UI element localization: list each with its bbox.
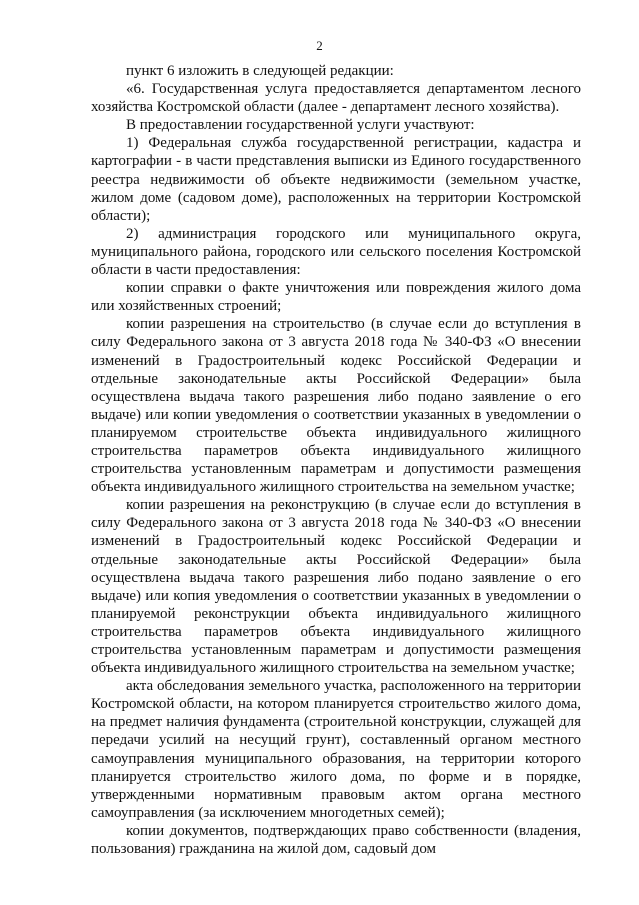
- paragraph: 2) администрация городского или муниципального округа, муниципального района, городского или сельского поселения Костромской области в части предоставления:: [91, 225, 581, 279]
- paragraph: копии разрешения на строительство (в случае если до вступления в силу Федерального закона от 3 августа 2018 года № 340-ФЗ «О внесении изменений в Градостроительный кодекс Российской Федерации и отдельные законодательные акты Российской Федерации» была осуществлена выдача такого разрешения либо подано заявление о его выдаче) или копии уведомления о соответствии указанных в уведомлении о планируемом строительстве объекта индивидуального жилищного строительства параметров объекта индивидуального жилищного строительства установленным параметрам и допустимости размещения объекта индивидуального жилищного строительства на земельном участке;: [91, 316, 581, 496]
- paragraph: 1) Федеральная служба государственной регистрации, кадастра и картографии - в части представления выписки из Единого государственного реестра недвижимости об объекте недвижимости (земельном участке, жилом доме (садовом доме), расположенных на территории Костромской области);: [91, 135, 581, 224]
- paragraph: копии разрешения на реконструкцию (в случае если до вступления в силу Федерального закона от 3 августа 2018 года № 340-ФЗ «О внесении изменений в Градостроительный кодекс Российской Федерации и отдельные законодательные акты Российской Федерации» была осуществлена выдача такого разрешения либо подано заявление о его выдаче) или копия уведомления о соответствии указанных в уведомлении о планируемой реконструкции объекта индивидуального жилищного строительства параметров объекта индивидуального жилищного строительства установленным параметрам и допустимости размещения объекта индивидуального жилищного строительства на земельном участке;: [91, 497, 581, 677]
- paragraph: акта обследования земельного участка, расположенного на территории Костромской области, на котором планируется строительство жилого дома, на предмет наличия фундамента (строительной конструкции, служащей для передачи усилий на несущий грунт), составленный органом местного самоуправления муниципального образования, на территории которого планируется строительство жилого дома, по форме и в порядке, утвержденными нормативным правовым актом органа местного самоуправления (за исключением многодетных семей);: [91, 678, 581, 821]
- paragraph: В предоставлении государственной услуги участвуют:: [126, 117, 475, 134]
- paragraph: копии документов, подтверждающих право собственности (владения, пользования) гражданина на жилой дом, садовый дом: [91, 822, 581, 858]
- document-body: [91, 62, 581, 858]
- paragraph: «6. Государственная услуга предоставляется департаментом лесного хозяйства Костромской области (далее - департамент лесного хозяйства).: [91, 81, 581, 116]
- paragraph: копии справки о факте уничтожения или повреждения жилого дома или хозяйственных строений;: [91, 280, 581, 315]
- page-number: 2: [316, 38, 323, 53]
- paragraph: пункт 6 изложить в следующей редакции:: [126, 63, 394, 79]
